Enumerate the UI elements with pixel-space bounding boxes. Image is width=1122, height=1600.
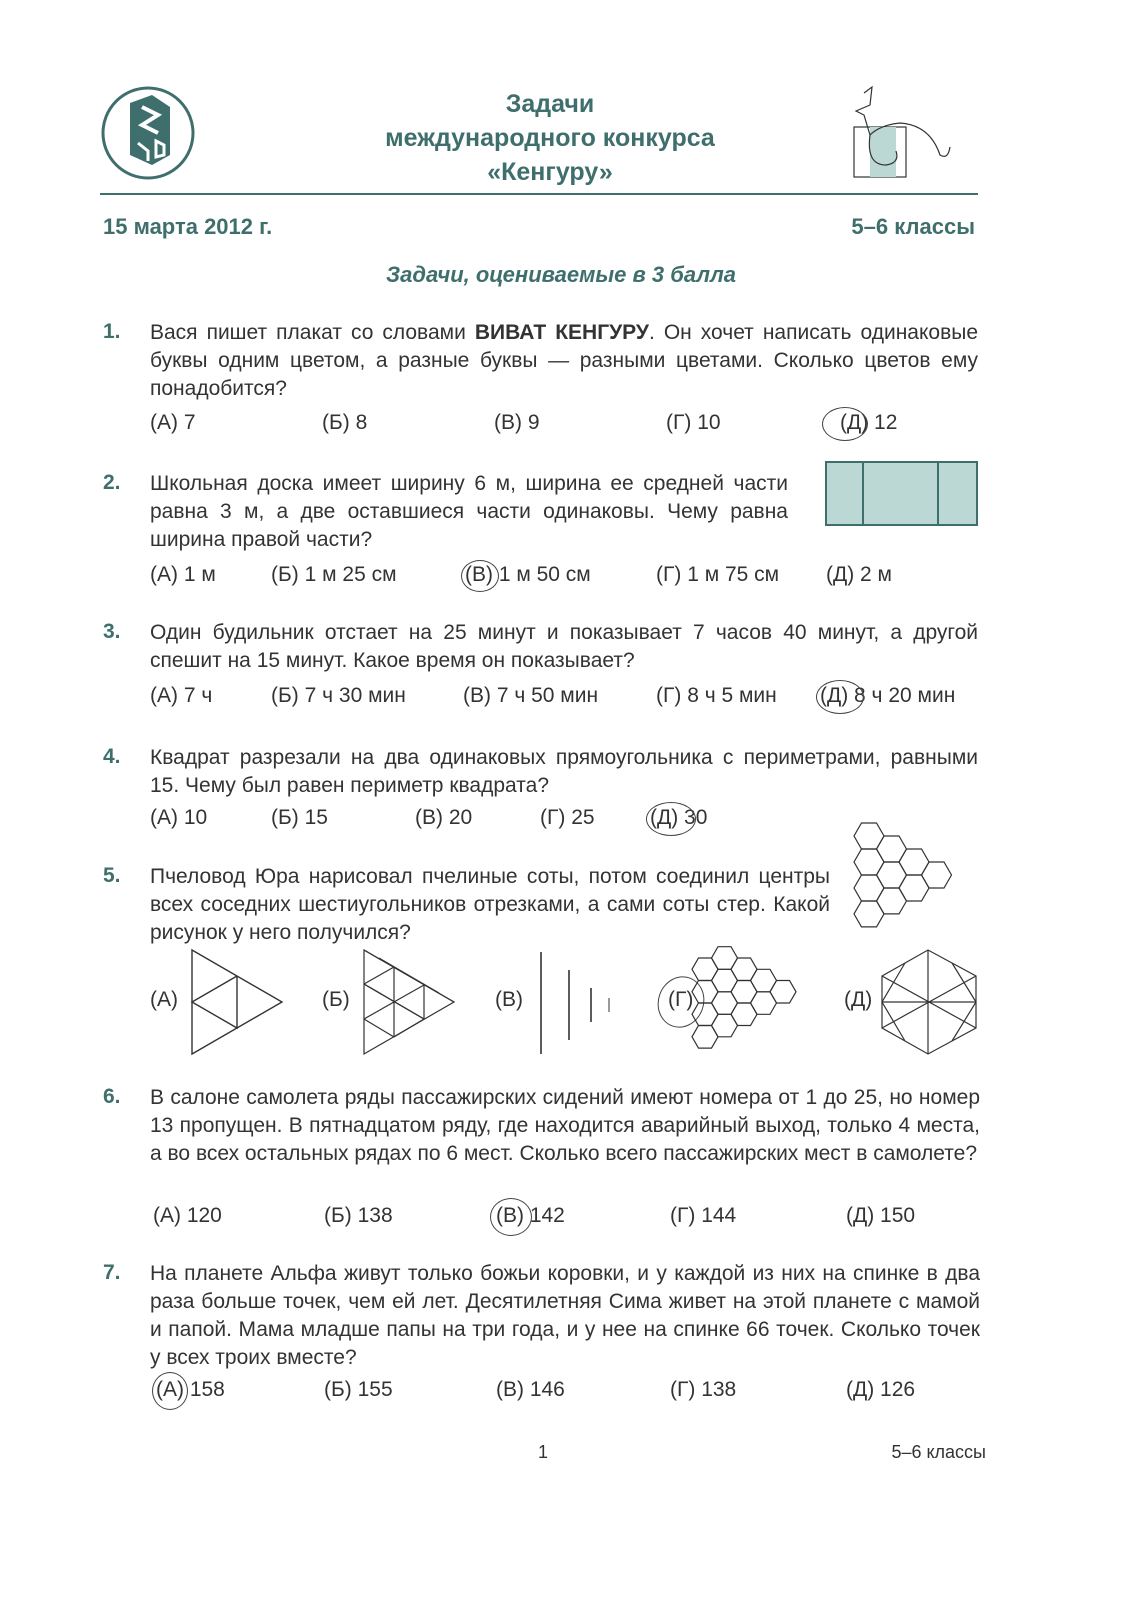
title-line: международного конкурса bbox=[385, 124, 715, 152]
answer-option: (А) 120 bbox=[153, 1204, 222, 1227]
figure-b bbox=[362, 948, 458, 1058]
answer-option: (Г) 1 м 75 см bbox=[656, 563, 780, 586]
figure-v bbox=[535, 948, 615, 1058]
answer-option: (Г) 8 ч 5 мин bbox=[656, 684, 777, 707]
answer-option: (В) 142 bbox=[496, 1204, 565, 1227]
logo-left bbox=[100, 85, 200, 185]
answer-option: (Б) bbox=[322, 988, 350, 1011]
answer-option: (Г) 138 bbox=[670, 1378, 737, 1401]
blackboard-figure bbox=[825, 461, 979, 527]
answer-option: (Д) 30 bbox=[650, 806, 708, 829]
answer-option: (В) bbox=[495, 988, 523, 1011]
question-text: На планете Альфа живут только божьи коровки, и у каждой из них на спинке в два раза больше точек, чем ей лет. Десятилетняя Сима живет на этой планете с мамой и папой. Мама младше папы на три года, и у нее на спинке 66 точек. Сколько точек у всех троих вместе? bbox=[150, 1262, 980, 1369]
question-number: 6. bbox=[103, 1085, 121, 1108]
answer-option: (Д) 12 bbox=[840, 411, 898, 434]
figure-a bbox=[190, 948, 286, 1058]
title-line: Задачи bbox=[505, 90, 595, 118]
answer-option: (Б) 15 bbox=[271, 806, 328, 829]
hexagon bbox=[922, 862, 952, 888]
question-text bbox=[150, 319, 978, 403]
answer-option: (Д) 126 bbox=[846, 1378, 916, 1401]
question-text: Квадрат разрезали на два одинаковых прямоугольника с периметрами, равными 15. Чему был равен периметр квадрата? bbox=[150, 746, 978, 797]
answer-option: (В) 1 м 50 см bbox=[465, 563, 591, 586]
answer-option: (Д) 8 ч 20 мин bbox=[820, 684, 956, 707]
figure-g bbox=[690, 944, 810, 1060]
text: Вася пишет плакат со словами bbox=[150, 321, 475, 344]
question-text: Школьная доска имеет ширину 6 м, ширина ее средней части равна 3 м, а две оставшиеся части одинаковы. Чему равна ширина правой части? bbox=[150, 472, 788, 551]
page-number: 1 bbox=[538, 1442, 549, 1462]
answer-option: (Б) 8 bbox=[322, 411, 368, 434]
answer-option: (Б) 155 bbox=[324, 1378, 393, 1401]
hexagon bbox=[877, 862, 907, 888]
answer-option: (А) 158 bbox=[156, 1378, 225, 1401]
footer-grades: 5–6 классы bbox=[891, 1442, 986, 1462]
answer-option: (Б) 7 ч 30 мин bbox=[271, 684, 406, 707]
title-line: «Кенгуру» bbox=[487, 158, 613, 186]
question-number: 7. bbox=[103, 1261, 121, 1284]
section-title: Задачи, оцениваемые в 3 балла bbox=[386, 262, 736, 287]
honeycomb-figure bbox=[852, 822, 982, 942]
hexagon bbox=[854, 875, 884, 901]
text: . Он хочет написать одинаковые буквы одним цветом, а разные буквы — разными цветами. Сколько цветов ему понадобится? bbox=[150, 321, 979, 400]
question-number: 4. bbox=[103, 745, 121, 768]
answer-option: (Б) 138 bbox=[324, 1204, 393, 1227]
answer-option: (А) 7 bbox=[150, 411, 196, 434]
question-text: Один будильник отстает на 25 минут и показывает 7 часов 40 минут, а другой спешит на 15 минут. Какое время он показывает? bbox=[150, 621, 978, 672]
hexagon bbox=[899, 875, 929, 901]
answer-option: (Д) bbox=[844, 988, 873, 1011]
hexagon bbox=[854, 823, 884, 849]
answer-option: (В) 7 ч 50 мин bbox=[463, 684, 599, 707]
answer-option: (В) 9 bbox=[494, 411, 540, 434]
grades: 5–6 классы bbox=[851, 214, 975, 239]
answer-option: (Г) 10 bbox=[666, 411, 721, 434]
page-title bbox=[300, 87, 800, 189]
hexagon bbox=[877, 836, 907, 862]
figure-d bbox=[880, 948, 980, 1058]
header-divider bbox=[100, 193, 978, 195]
answer-option: (Д) 2 м bbox=[826, 563, 892, 586]
answer-option: (А) 10 bbox=[150, 806, 208, 829]
answer-option: (В) 146 bbox=[496, 1378, 565, 1401]
hexagon bbox=[899, 849, 929, 875]
answer-option: (Г) 144 bbox=[670, 1204, 737, 1227]
hexagon bbox=[854, 901, 884, 927]
answer-option: (Б) 1 м 25 см bbox=[271, 563, 397, 586]
answer-option: (Д) 150 bbox=[846, 1204, 916, 1227]
answer-option: (Г) bbox=[668, 988, 694, 1011]
question-number: 5. bbox=[103, 864, 121, 887]
question-number: 3. bbox=[103, 620, 121, 643]
question-number: 1. bbox=[103, 320, 121, 343]
date: 15 марта 2012 г. bbox=[103, 214, 273, 239]
answer-option: (А) bbox=[150, 988, 178, 1011]
answer-option: (Г) 25 bbox=[540, 806, 595, 829]
logo-right bbox=[840, 85, 960, 185]
answer-option: (В) 20 bbox=[415, 806, 473, 829]
question-text: В салоне самолета ряды пассажирских сидений имеют номера от 1 до 25, но номер 13 пропущен. В пятнадцатом ряду, где находится аварийный выход, только 4 места, а во всех остальных рядах по 6 мест. Сколько всего пассажирских мест в самолете? bbox=[150, 1086, 980, 1165]
answer-option: (А) 7 ч bbox=[150, 684, 213, 707]
hexagon bbox=[770, 981, 796, 1004]
hexagon bbox=[854, 849, 884, 875]
keyword: ВИВАТ КЕНГУРУ bbox=[474, 321, 649, 344]
answer-option: (А) 1 м bbox=[150, 563, 216, 586]
question-number: 2. bbox=[103, 471, 121, 494]
question-text: Пчеловод Юра нарисовал пчелиные соты, потом соединил центры всех соседних шестиугольников отрезками, а сами соты стер. Какой рисунок у него получился? bbox=[150, 865, 830, 944]
hexagon bbox=[877, 888, 907, 914]
